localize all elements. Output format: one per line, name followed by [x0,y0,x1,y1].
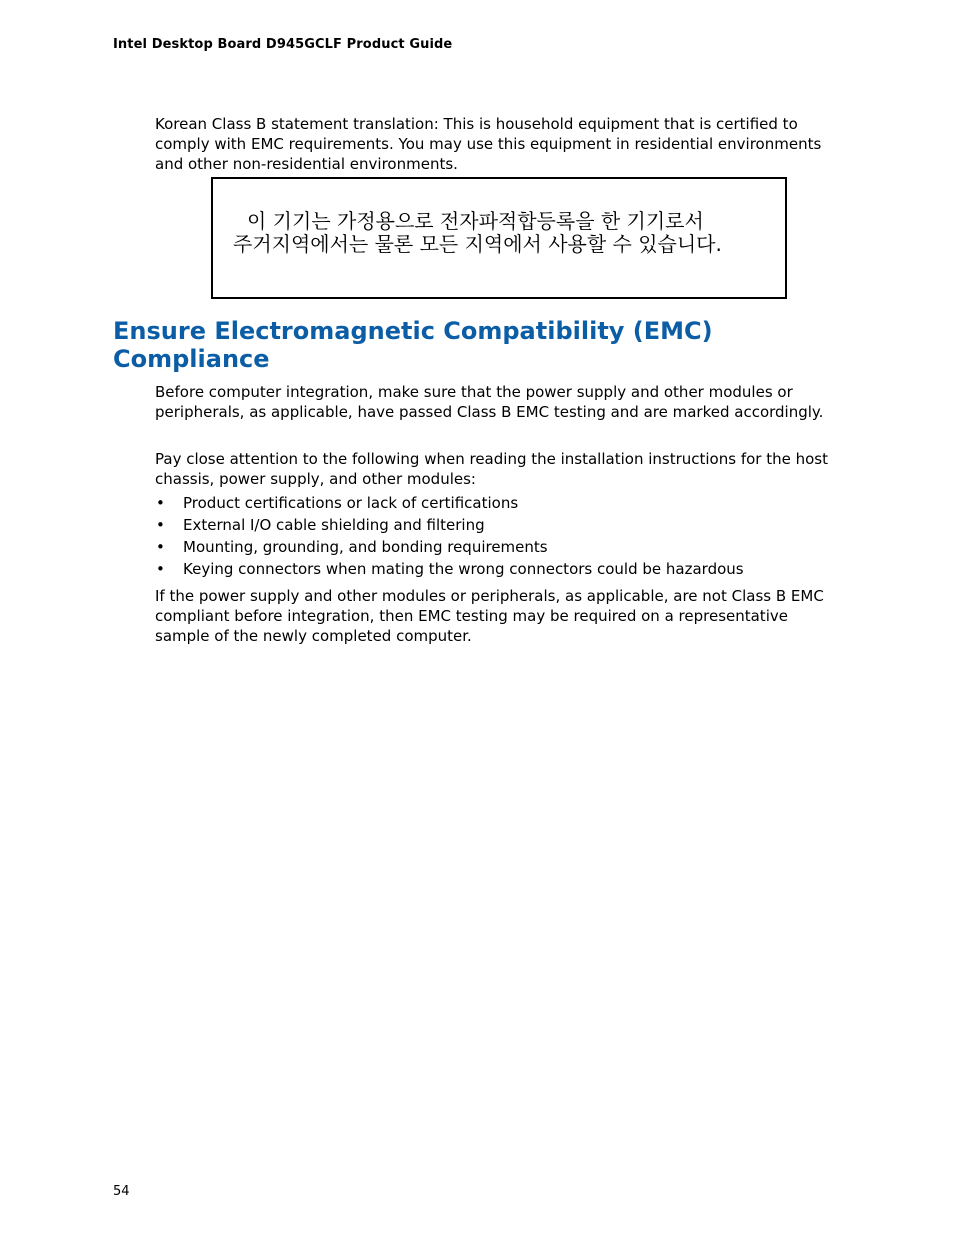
list-item-text: Product certifications or lack of certifications [183,494,519,512]
list-item-text: External I/O cable shielding and filtering [183,516,485,534]
paragraph-emc-testing-required: If the power supply and other modules or peripherals, as applicable, are not Class B EMC compliant before integration, then EMC testing may be required on a representative sample of the newly completed computer. [155,587,824,645]
page-number: 54 [113,1184,130,1199]
running-header-title: Intel Desktop Board D945GCLF Product Guide [113,37,453,52]
list-item [155,559,855,581]
korean-statement-line-2: 주거지역에서는 물론 모든 지역에서 사용할 수 있습니다. [233,232,722,256]
list-item-text: Keying connectors when mating the wrong connectors could be hazardous [183,560,744,578]
bullet-icon: • [156,516,165,534]
paragraph-before-integration: Before computer integration, make sure that the power supply and other modules or peripherals, as applicable, have passed Class B EMC testing and are marked accordingly. [155,383,824,421]
section-heading-emc-compliance: Ensure Electromagnetic Compatibility (EMC) Compliance [113,317,713,373]
list-item-text: Mounting, grounding, and bonding requirements [183,538,548,556]
korean-statement-line-1: 이 기기는 가정용으로 전자파적합등록을 한 기기로서 [247,209,704,233]
bullet-icon: • [156,494,165,512]
list-item [155,493,855,515]
list-item [155,515,855,537]
korean-statement-box [211,177,787,299]
emc-considerations-list [155,493,855,581]
bullet-icon: • [156,538,165,556]
bullet-icon: • [156,560,165,578]
korean-statement-translation: Korean Class B statement translation: This is household equipment that is certified to comply with EMC requirements. You may use this equipment in residential environments and other non-residential environments. [155,115,822,173]
list-item [155,537,855,559]
paragraph-pay-attention: Pay close attention to the following when reading the installation instructions for the host chassis, power supply, and other modules: [155,450,828,488]
